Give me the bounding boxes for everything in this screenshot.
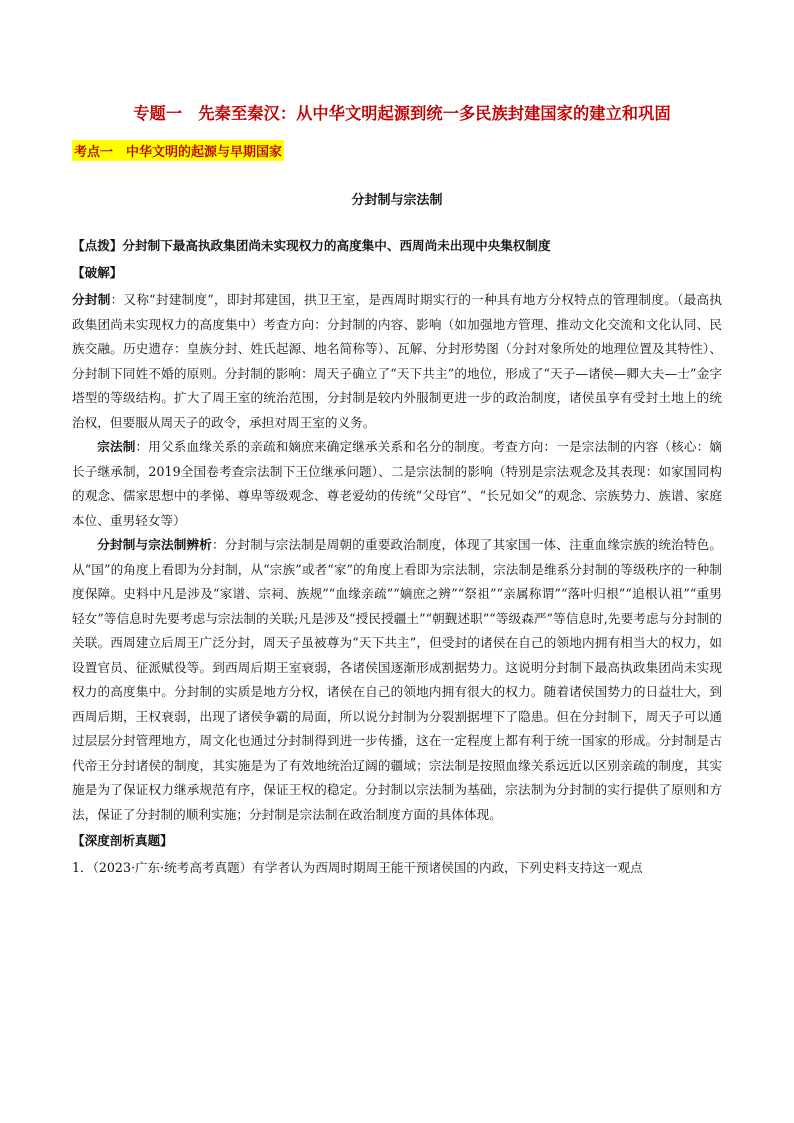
section-title: 分封制与宗法制 [351, 193, 443, 208]
paragraph-fenfeng [72, 288, 722, 435]
paragraph-zongfa-text: ：用父系血缘关系的亲疏和嫡庶来确定继承关系和名分的制度。考查方向：一是宗法制的内容（核心：嫡长子继承制，2019全国卷考查宗法制下王位继承问题）、二是宗法制的影响（特别是宗法观念及其表现：如家国同构的观念、儒家思想中的孝悌、尊卑等级观念、尊老爱幼的传统“父母官”、“长兄如父”的观念、宗族势力、族谱、家庭本位、重男轻女等） [72, 439, 722, 528]
paragraph-fenfeng-text: ：又称“封建制度”，即封邦建国，拱卫王室，是西周时期实行的一种具有地方分权特点的管理制度。（最高执政集团尚未实现权力的高度集中）考查方向：分封制的内容、影响（如加强地方管理、推动文化交流和文化认同、民族交融。历史遗存：皇族分封、姓氏起源、地名简称等）、瓦解、分封形势图（分封对象所处的地理位置及其特性）、分封制下同姓不婚的原则。分封制的影响：周天子确立了“天下共主”的地位，形成了“天子—诸侯—卿大夫—士”金字塔型的等级结构。扩大了周王室的统治范围，分封制是较内外服制更进一步的政治制度，诸侯虽享有受封土地上的统治权，但要服从周天子的政令，承担对周王室的义务。 [72, 292, 722, 430]
question-1: 1．（2023·广东·统考高考真题）有学者认为西周时期周王能干预诸侯国的内政，下列史料支持这一观点 [72, 860, 643, 875]
kaodian-heading: 考点一 中华文明的起源与早期国家 [72, 140, 284, 161]
pojie-heading: 【破解】 [72, 265, 123, 280]
page-title: 专题一 先秦至秦汉：从中华文明起源到统一多民族封建国家的建立和巩固 [133, 104, 671, 123]
term-bianxi: 分封制与宗法制辨析 [97, 537, 212, 552]
paragraph-bianxi [72, 533, 722, 827]
document-content [72, 100, 722, 880]
shendu-heading: 【深度剖析真题】 [72, 833, 173, 848]
paragraph-zongfa [72, 435, 722, 533]
paragraph-bianxi-text: ：分封制与宗法制是周朝的重要政治制度，体现了其家国一体、注重血缘宗族的统治特色。从“国”的角度上看即为分封制，从“宗族”或者“家”的角度上看即为宗法制，宗法制是维系分封制的等级秩序的一种制度保障。史料中凡是涉及“家谱、宗祠、族规”“血缘亲疏”“嫡庶之辨”“祭祖”“亲属称谓”“落叶归根”“追根认祖”“重男轻女”等信息时先要考虑与宗法制的关联;凡是涉及“授民授疆土”“朝觐述职”“等级森严”等信息时,先要考虑与分封制的关联。西周建立后周王广泛分封，周天子虽被尊为“天下共主”，但受封的诸侯在自己的领地内拥有相当大的权力，如设置官员、征派赋役等。到西周后期王室衰弱，各诸侯国逐渐形成割据势力。这说明分封制下最高执政集团尚未实现权力的高度集中。分封制的实质是地方分权，诸侯在自己的领地内拥有很大的权力。随着诸侯国势力的日益壮大，到西周后期，王权衰弱，出现了诸侯争霸的局面，所以说分封制为分裂割据埋下了隐患。但在分封制下，周天子可以通过层层分封管理地方，周文化也通过分封制得到进一步传播，这在一定程度上都有利于统一国家的形成。分封制是古代帝王分封诸侯的制度，其实施是为了有效地统治辽阔的疆域；宗法制是按照血缘关系远近以区别亲疏的制度，其实施是为了保证权力继承规范有序，保证王权的稳定。分封制以宗法制为基础，宗法制为分封制的实行提供了原则和方法，保证了分封制的顺利实施；分封制是宗法制在政治制度方面的具体体现。 [72, 537, 722, 822]
term-zongfa: 宗法制 [97, 439, 136, 454]
term-fenfeng: 分封制 [72, 292, 111, 307]
dianbo-line: 【点拨】分封制下最高执政集团尚未实现权力的高度集中、西周尚未出现中央集权制度 [72, 238, 551, 253]
